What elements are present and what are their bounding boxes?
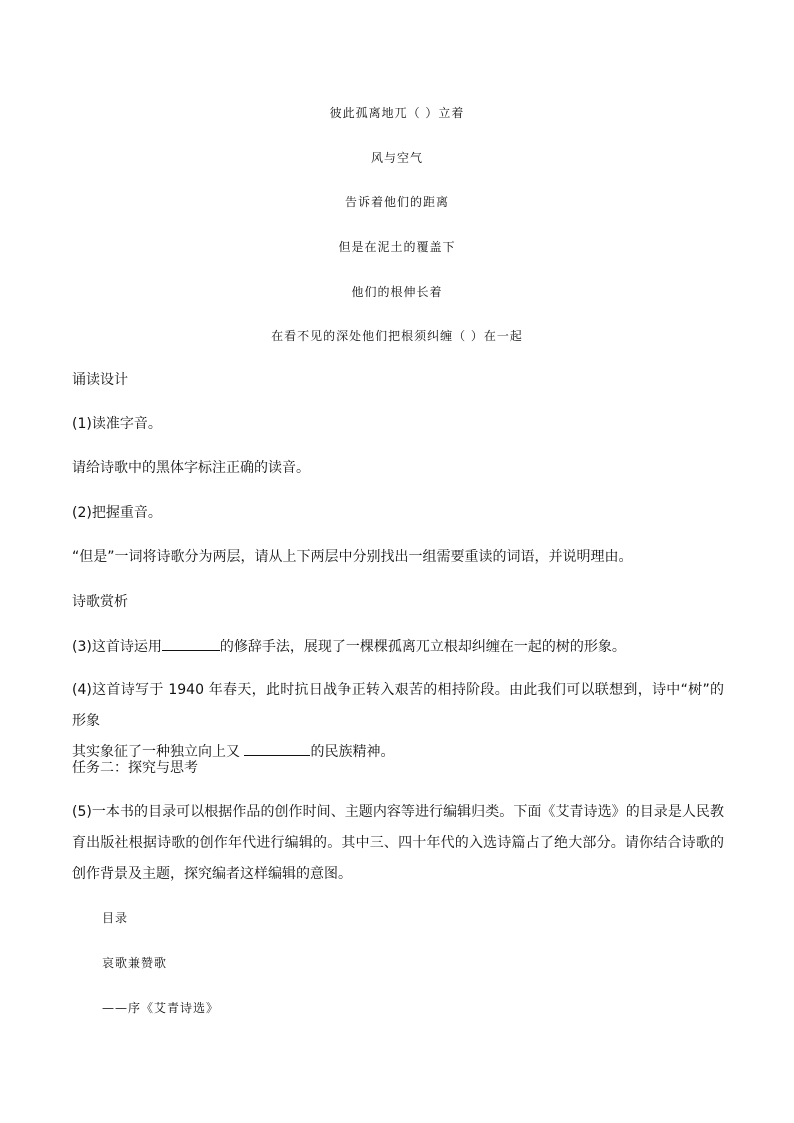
question-4 (72, 675, 724, 768)
section-heading-appreciate: 诗歌赏析 (72, 594, 128, 610)
poem-line-4: 但是在泥土的覆盖下 (338, 240, 456, 254)
toc-heading: 目录 (102, 911, 129, 925)
question-3-text-after: 的修辞手法，展现了一棵棵孤离兀立根却纠缠在一起的树的形象。 (219, 639, 626, 655)
poem-line-6: 在看不见的深处他们把根须纠缠（ ）在一起 (271, 329, 523, 343)
poem-line-2: 风与空气 (370, 151, 423, 165)
toc-item-2: ——序《艾青诗选》 (102, 1001, 220, 1015)
answer-blank-3[interactable] (162, 636, 220, 651)
question-3-text-before: (3)这首诗运用 (72, 639, 162, 655)
answer-blank-4[interactable] (244, 741, 310, 756)
poem-line-5: 他们的根伸长着 (351, 285, 443, 299)
section-heading-recite: 诵读设计 (72, 372, 128, 388)
toc-item-1: 哀歌兼赞歌 (102, 956, 168, 970)
question-1-title: (1)读准字音。 (72, 416, 162, 432)
question-4-text-before: 其实象征了一种独立向上又 (72, 744, 245, 760)
task-2-heading: 任务二：探究与思考 (72, 760, 198, 776)
question-5: (5)一本书的目录可以根据作品的创作时间、主题内容等进行编辑归类。下面《艾青诗选》的目录是人民教育出版社根据诗歌的创作年代进行编辑的。其中三、四十年代的入选诗篇占了绝大部分。请你结合诗歌的创作背景及主题，探究编者这样编辑的意图。 (72, 804, 724, 882)
question-1-body: 请给诗歌中的黑体字标注正确的读音。 (72, 460, 310, 476)
question-2-title: (2)把握重音。 (72, 505, 162, 521)
question-3 (72, 636, 724, 657)
question-2-body: “但是”一词将诗歌分为两层，请从上下两层中分别找出一组需要重读的词语，并说明理由。 (72, 549, 633, 565)
poem-line-3: 告诉着他们的距离 (344, 195, 449, 209)
poem-line-1: 彼此孤离地兀（ ）立着 (329, 106, 465, 120)
question-4-line-1: (4)这首诗写于 1940 年春天，此时抗日战争正转入艰苦的相持阶段。由此我们可以联想到，诗中“树”的形象 (72, 682, 724, 729)
question-4-text-after: 的民族精神。 (310, 744, 395, 760)
